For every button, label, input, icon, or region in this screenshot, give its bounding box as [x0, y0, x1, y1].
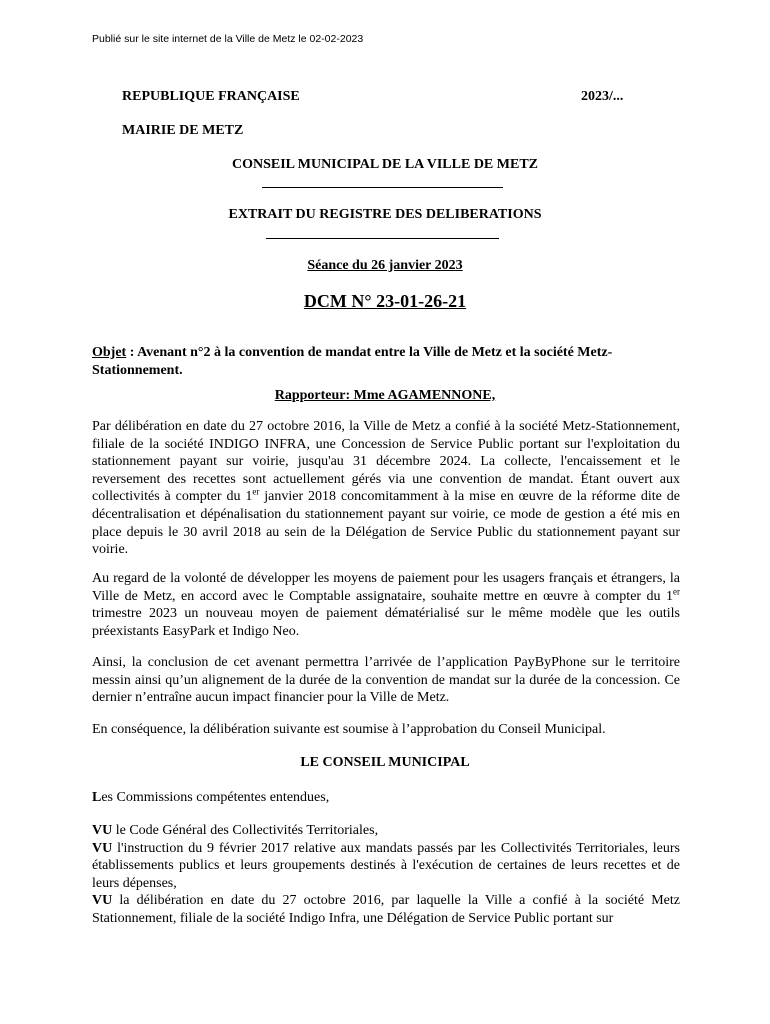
extrait-title: EXTRAIT DU REGISTRE DES DELIBERATIONS	[228, 207, 542, 222]
conseil-municipal-heading: LE CONSEIL MUNICIPAL	[300, 755, 470, 770]
vu-item	[92, 892, 680, 927]
vu-item	[92, 822, 680, 840]
commissions-text: es Commissions compétentes entendues,	[101, 790, 330, 805]
vu-label: VU	[92, 823, 113, 838]
objet-label: Objet	[92, 345, 127, 360]
title-divider	[262, 187, 503, 188]
para1-start: Par délibération en date du 27 octobre 2016, la Ville de Metz a confié à la société Metz-Stationnement, filiale de la société INDIGO INFRA, une Concession de Service Public portant sur l'exploitation du stationnement payant sur voirie, jusqu'au 31 décembre 2024. La collecte, l'encaissement et le reversement des recettes sont actuellement gérés via une convention de mandat. Étant ouvert aux collectivités à compter du 1	[92, 419, 680, 505]
republic-heading: REPUBLIQUE FRANÇAISE	[122, 89, 300, 104]
vu-list	[92, 822, 680, 928]
objet-section	[92, 344, 680, 379]
deliberation-number: 2023/...	[581, 89, 624, 104]
vu-text: la délibération en date du 27 octobre 2016, par laquelle la Ville a confié à la société Metz Stationnement, filiale de la société Indigo Infra, une Délégation de Service Public portant sur	[92, 893, 680, 926]
commissions-line	[92, 789, 680, 807]
vu-label: VU	[92, 840, 113, 856]
para3-text: Ainsi, la conclusion de cet avenant permettra l’arrivée de l’application PayByPhone sur le territoire messin ainsi qu’un alignement de la durée de la convention de mandat sur la durée de la concession. Ce dernier n’entraîne aucun impact financier pour la Ville de Metz.	[92, 655, 680, 706]
rapporteur: Rapporteur: Mme AGAMENNONE,	[274, 388, 496, 403]
para2-start: Au regard de la volonté de développer les moyens de paiement pour les usagers français et étrangers, la Ville de Metz, en accord avec le Comptable assignataire, souhaite mettre en œuvre à compter du 1	[92, 571, 680, 604]
dcm-number: DCM N° 23-01-26-21	[303, 291, 467, 311]
objet-text: : Avenant n°2 à la convention de mandat entre la Ville de Metz et la société Metz-Stationnement.	[92, 345, 613, 378]
vu-label: VU	[92, 893, 113, 909]
paragraph-3	[92, 654, 680, 707]
para1-end: janvier 2018 concomitamment à la mise en œuvre de la réforme dite de décentralisation et dépénalisation du stationnement payant sur voirie, ce mode de gestion a été mis en place depuis le 30 avril 2018 au sein de la Délégation de Service Public du stationnement payant sur voirie.	[92, 489, 680, 558]
para1-sup: er	[252, 486, 260, 497]
vu-text: l'instruction du 9 février 2017 relative aux mandats passés par les Collectivités Territoriales, leurs établissements publics et leurs groupements destinés à l'exécution de certaines de leurs recettes et de leurs dépenses,	[92, 840, 680, 891]
para2-sup: er	[673, 585, 680, 596]
extrait-divider	[266, 238, 499, 239]
commissions-initial: L	[92, 790, 102, 805]
paragraph-2	[92, 570, 680, 640]
paragraph-4	[92, 721, 680, 739]
para2-end: trimestre 2023 un nouveau moyen de paiement dématérialisé sur le même modèle que les outils préexistants EasyPark et Indigo Neo.	[92, 606, 680, 639]
vu-item	[92, 840, 680, 893]
vu-text: le Code Général des Collectivités Territoriales,	[112, 823, 379, 838]
para4-text: En conséquence, la délibération suivante est soumise à l’approbation du Conseil Municipal.	[92, 722, 606, 737]
seance-date: Séance du 26 janvier 2023	[307, 258, 463, 273]
conseil-title: CONSEIL MUNICIPAL DE LA VILLE DE METZ	[232, 157, 538, 172]
mairie-heading: MAIRIE DE METZ	[122, 123, 244, 138]
publication-note: Publié sur le site internet de la Ville de Metz le 02-02-2023	[92, 33, 364, 45]
paragraph-1	[92, 418, 680, 559]
